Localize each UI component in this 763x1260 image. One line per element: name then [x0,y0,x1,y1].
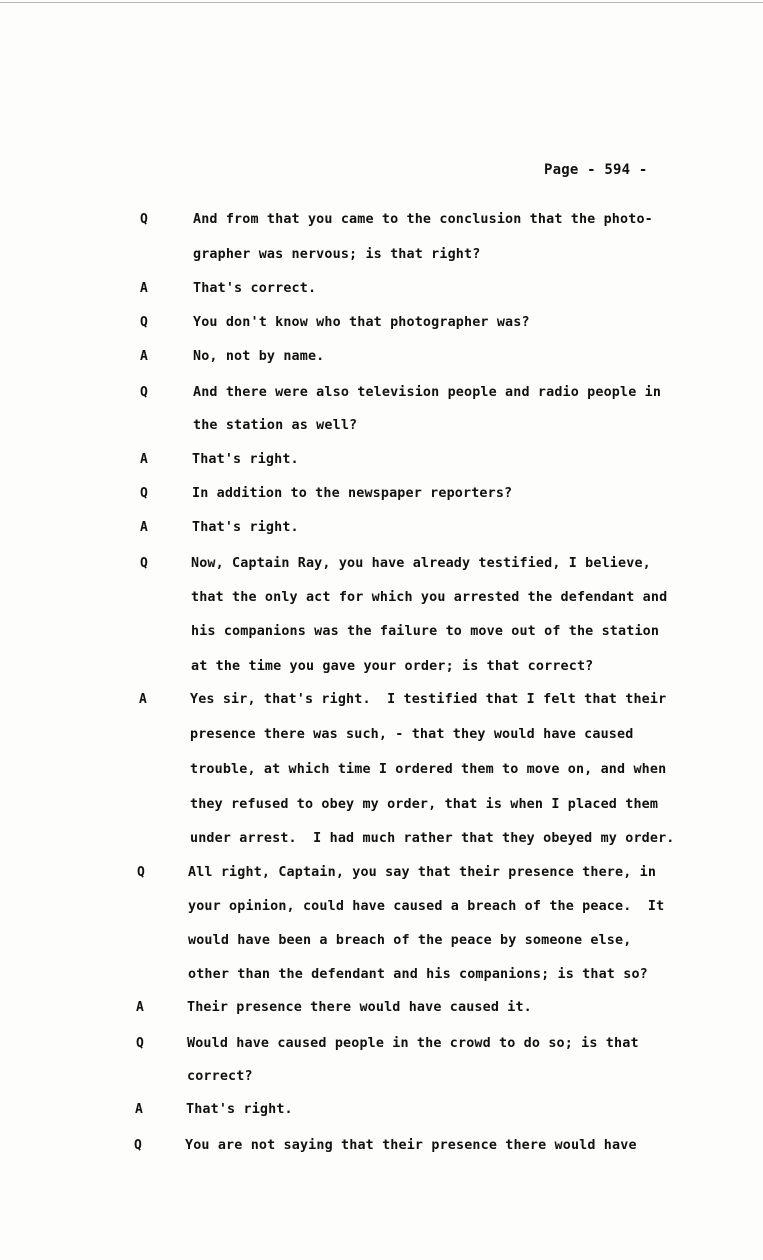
transcript-line: grapher was nervous; is that right? [193,247,481,262]
answer-marker: A [136,1000,144,1015]
question-marker: Q [137,865,145,880]
transcript-line: would have been a breach of the peace by someone else, [188,933,632,948]
transcript-line: correct? [187,1069,253,1084]
transcript-line: You don't know who that photographer was? [193,315,530,330]
transcript-line: And from that you came to the conclusion that the photo- [193,212,653,227]
transcript-line: Would have caused people in the crowd to do so; is that [187,1036,639,1051]
question-marker: Q [134,1138,142,1153]
transcript-line: That's right. [192,520,299,535]
question-marker: Q [140,486,148,501]
transcript-line: That's right. [192,452,299,467]
transcript-line: Now, Captain Ray, you have already testified, I believe, [191,556,651,571]
transcript-line: That's correct. [193,281,317,296]
answer-marker: A [140,452,148,467]
transcript-line: No, not by name. [193,349,325,364]
transcript-line: the station as well? [193,418,358,433]
answer-marker: A [140,349,148,364]
question-marker: Q [140,385,148,400]
transcript-line: In addition to the newspaper reporters? [192,486,513,501]
transcript-line: Yes sir, that's right. I testified that I felt that their [190,692,667,707]
transcript-line: All right, Captain, you say that their presence there, in [188,865,657,880]
transcript-line: trouble, at which time I ordered them to move on, and when [190,762,667,777]
transcript-line: other than the defendant and his companions; is that so? [188,967,648,982]
answer-marker: A [140,520,148,535]
transcript-line: they refused to obey my order, that is when I placed them [190,797,659,812]
top-edge-rule [0,2,763,3]
transcript-line: That's right. [186,1102,293,1117]
question-marker: Q [136,1036,144,1051]
transcript-line: You are not saying that their presence there would have [185,1138,637,1153]
transcript-line: presence there was such, - that they would have caused [190,727,634,742]
answer-marker: A [140,281,148,296]
answer-marker: A [135,1102,143,1117]
transcript-line: under arrest. I had much rather that they obeyed my order. [190,831,675,846]
transcript-line: at the time you gave your order; is that correct? [191,659,594,674]
question-marker: Q [140,212,148,227]
transcript-line: his companions was the failure to move out of the station [191,624,660,639]
transcript-line: Their presence there would have caused it. [187,1000,532,1015]
transcript-line: that the only act for which you arrested the defendant and [191,590,668,605]
answer-marker: A [139,692,147,707]
question-marker: Q [140,315,148,330]
transcript-line: And there were also television people and radio people in [193,385,662,400]
page-number: Page - 594 - [544,162,648,178]
transcript-line: your opinion, could have caused a breach of the peace. It [188,899,665,914]
question-marker: Q [140,556,148,571]
